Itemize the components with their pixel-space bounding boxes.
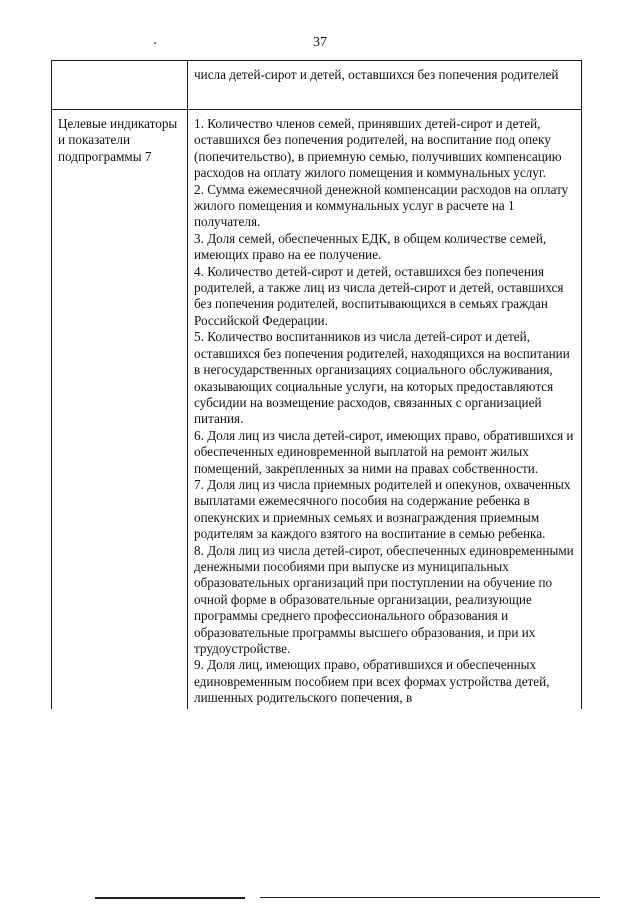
indicators-label-cell: Целевые индикаторы и показатели подпрограммы 7	[52, 110, 188, 709]
indicator-item-3: 3. Доля семей, обеспеченных ЕДК, в общем количестве семей, имеющих право на ее получение.	[194, 230, 547, 263]
scan-edge-line-left	[95, 897, 245, 899]
indicator-item-8: 8. Доля лиц из числа детей-сирот, обеспеченных единовременными денежными пособиями при выпуске из муниципальных образовательных организаций при поступлении на обучение по очной форме в образовательные организации, реализующие программы среднего профессионального образования и образовательные программы высшего образования, и при их трудоустройстве.	[194, 542, 574, 656]
indicator-item-1: 1. Количество членов семей, принявших детей-сирот и детей, оставшихся без попечения родителей, на воспитание под опеку (попечительство), в приемную семью, получивших компенсацию расходов на оплату жилого помещения и коммунальных услуг.	[194, 116, 562, 181]
scan-edge-line-right	[260, 897, 600, 898]
indicator-item-2: 2. Сумма ежемесячной денежной компенсации расходов на оплату жилого помещения и коммунальных услуг в расчете на 1 получателя.	[194, 181, 569, 230]
indicator-item-5: 5. Количество воспитанников из числа детей-сирот и детей, оставшихся без попечения родителей, находящихся на воспитании в негосударственных организациях социального обслуживания, оказывающих социальные услуги, на которых предоставляются субсидии на возмещение расходов, связанных с организацией питания.	[194, 329, 570, 427]
indicator-item-7: 7. Доля лиц из числа приемных родителей и опекунов, охваченных выплатами ежемесячного пособия на содержание ребенка в опекунских и приемных семьях и вознаграждения приемным родителям за каждого взятого на воспитание в семью ребенка.	[194, 476, 571, 542]
indicators-list-cell	[188, 110, 582, 709]
continuation-label-cell	[52, 61, 188, 110]
indicator-item-4: 4. Количество детей-сирот и детей, оставшихся без попечения родителей, а также лиц из числа детей-сирот и детей, оставшихся без попечения родителей, воспитывающихся в семьях граждан Российской Федерации.	[194, 263, 564, 328]
scan-speck	[154, 42, 156, 44]
indicator-item-6: 6. Доля лиц из числа детей-сирот, имеющих право, обратившихся и обеспеченных единовременной выплатой на ремонт жилых помещений, закрепленных за ними на правах собственности.	[194, 427, 574, 476]
continuation-text-cell: числа детей-сирот и детей, оставшихся без попечения родителей	[188, 61, 582, 110]
indicator-item-9: 9. Доля лиц, имеющих право, обратившихся и обеспеченных единовременным пособием при всех формах устройства детей, лишенных родительского попечения, в	[194, 657, 550, 706]
table-row-indicators	[52, 110, 582, 709]
indicators-table	[51, 60, 582, 709]
page-number: 37	[313, 35, 327, 50]
table-row-continuation	[52, 61, 582, 110]
